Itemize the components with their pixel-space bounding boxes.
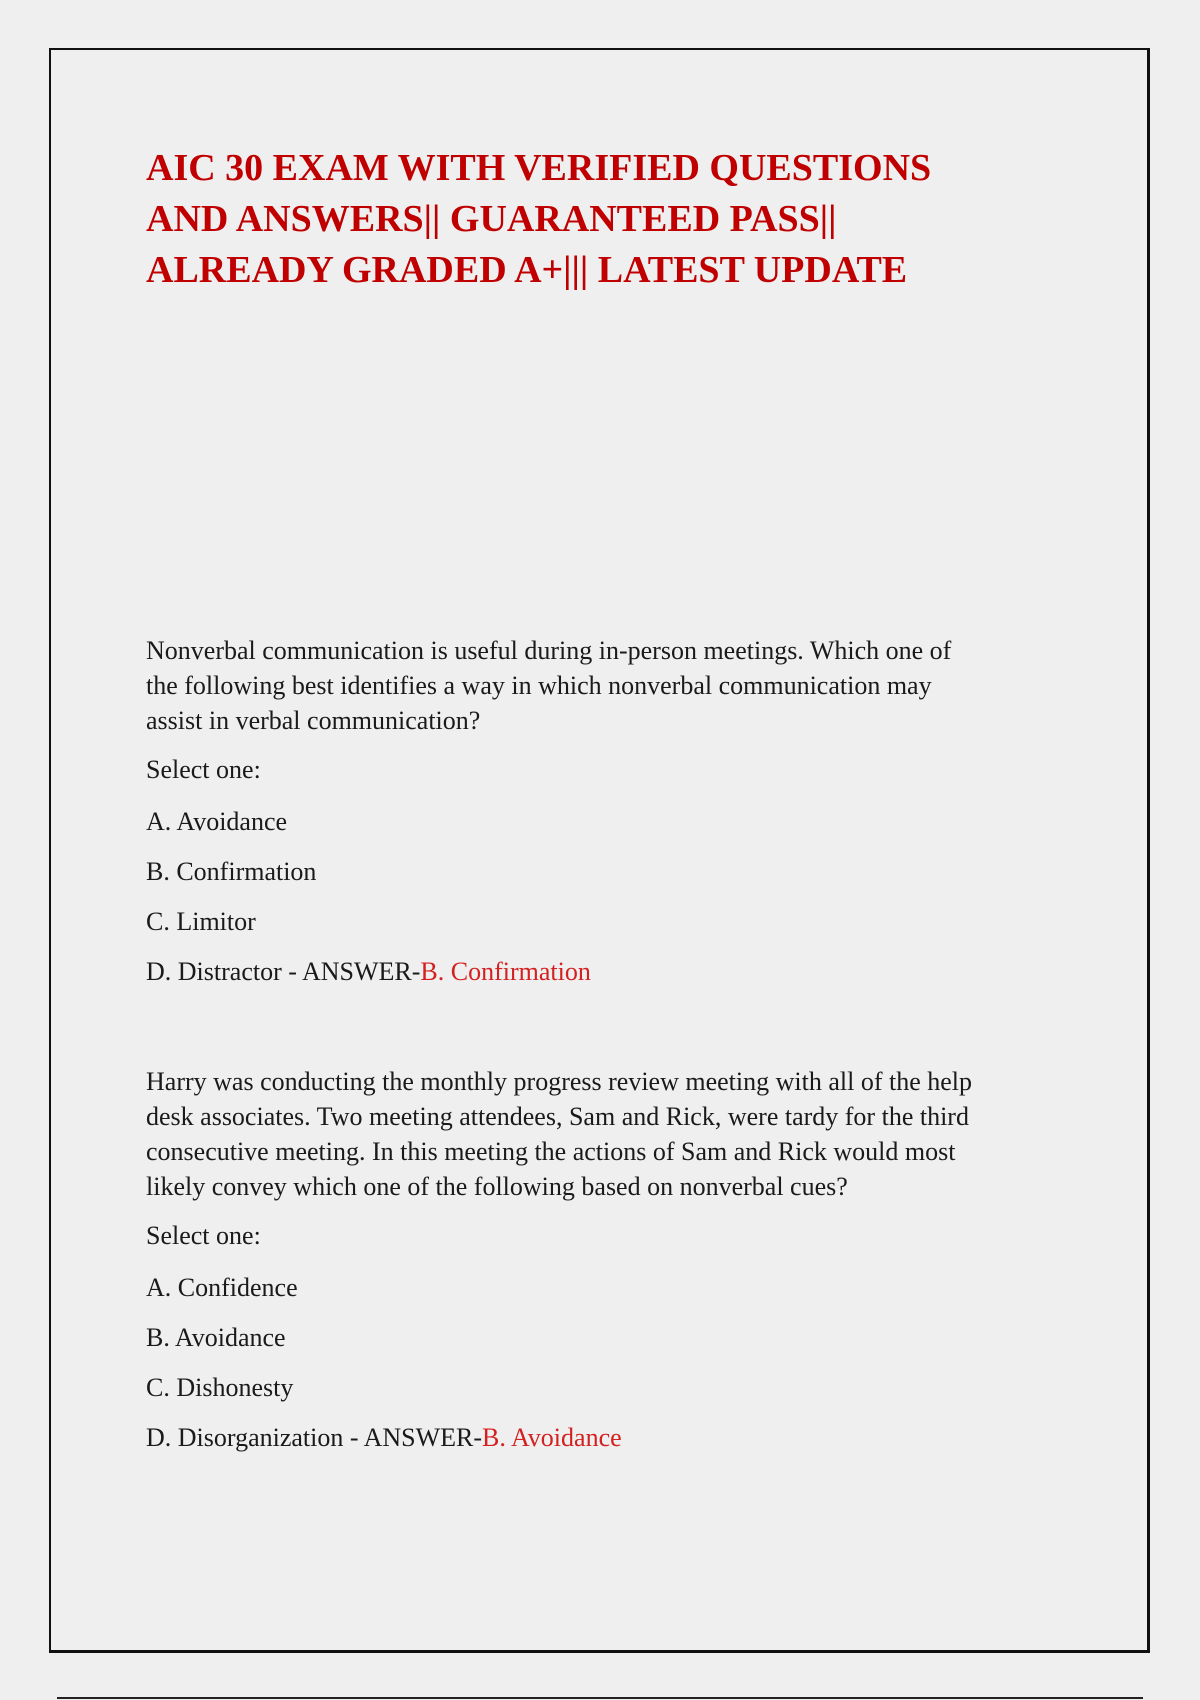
title-line: AND ANSWERS|| GUARANTEED PASS|| <box>146 198 837 240</box>
question-block-1 <box>146 633 1066 989</box>
select-one-prompt: Select one: <box>146 755 261 784</box>
question-line: Nonverbal communication is useful during in-person meetings. Which one of <box>146 636 952 665</box>
next-page-edge <box>57 1697 1143 1699</box>
option-b: B. Confirmation <box>146 857 317 886</box>
answer-text: B. Confirmation <box>420 957 591 986</box>
option-a: A. Confidence <box>146 1273 298 1302</box>
question-text <box>146 1064 1066 1204</box>
option-c: C. Limitor <box>146 907 256 936</box>
title-line: AIC 30 EXAM WITH VERIFIED QUESTIONS <box>146 147 932 189</box>
answer-text: B. Avoidance <box>482 1423 622 1452</box>
question-text <box>146 633 1066 738</box>
document-title <box>146 143 1046 296</box>
question-line: assist in verbal communication? <box>146 706 481 735</box>
option-d <box>146 954 1066 989</box>
option-c: C. Dishonesty <box>146 1373 294 1402</box>
option-d-label: D. Disorganization - ANSWER- <box>146 1423 483 1452</box>
question-line: the following best identifies a way in which nonverbal communication may <box>146 671 932 700</box>
question-block-2 <box>146 1064 1066 1455</box>
question-line: desk associates. Two meeting attendees, Sam and Rick, were tardy for the third <box>146 1102 969 1131</box>
question-line: likely convey which one of the following based on nonverbal cues? <box>146 1172 848 1201</box>
option-a: A. Avoidance <box>146 807 288 836</box>
question-line: Harry was conducting the monthly progress review meeting with all of the help <box>146 1067 973 1096</box>
option-b: B. Avoidance <box>146 1323 286 1352</box>
option-d-label: D. Distractor - ANSWER- <box>146 957 421 986</box>
title-line: ALREADY GRADED A+||| LATEST UPDATE <box>146 249 908 291</box>
option-d <box>146 1420 1066 1455</box>
question-line: consecutive meeting. In this meeting the actions of Sam and Rick would most <box>146 1137 956 1166</box>
select-one-prompt: Select one: <box>146 1221 261 1250</box>
